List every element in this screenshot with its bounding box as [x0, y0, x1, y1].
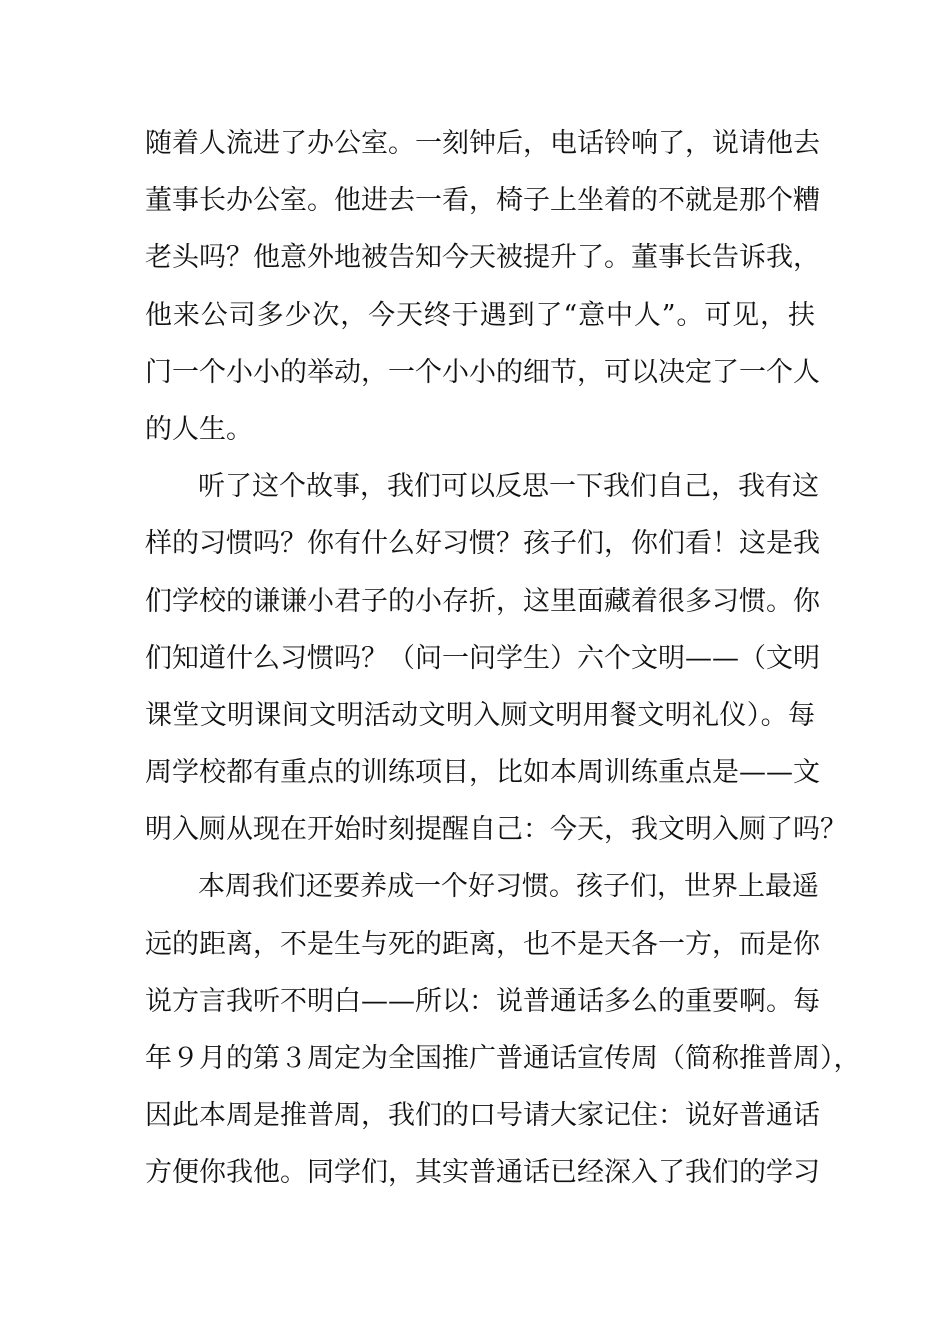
text-line: 董事长办公室。他进去一看，椅子上坐着的不就是那个糟 [145, 185, 820, 217]
text-line: 们知道什么习惯吗？（问一问学生）六个文明——（文明 [145, 642, 820, 674]
text-line: 他来公司多少次，今天终于遇到了“意中人”。可见，扶 [145, 299, 815, 331]
text-line: 说方言我听不明白——所以：说普通话多么的重要啊。每 [145, 985, 820, 1017]
text-line: 门一个小小的举动，一个小小的细节，可以决定了一个人 [145, 356, 820, 388]
text-line: 明入厕从现在开始时刻提醒自己：今天，我文明入厕了吗？ [145, 814, 847, 846]
text-line: 因此本周是推普周，我们的口号请大家记住：说好普通话 [145, 1100, 820, 1132]
text-line: 远的距离，不是生与死的距离，也不是天各一方，而是你 [145, 928, 820, 960]
paragraph-first-line: 听了这个故事，我们可以反思一下我们自己，我有这 [198, 471, 819, 503]
text-line: 课堂文明课间文明活动文明入厕文明用餐文明礼仪）。每 [145, 699, 815, 731]
text-line: 随着人流进了办公室。一刻钟后，电话铃响了，说请他去 [145, 128, 820, 159]
text-line: 老头吗？他意外地被告知今天被提升了。董事长告诉我， [145, 242, 820, 274]
text-line: 周学校都有重点的训练项目，比如本周训练重点是——文 [145, 757, 820, 789]
text-line: 样的习惯吗？你有什么好习惯？孩子们，你们看！这是我 [145, 528, 820, 560]
text-line: 们学校的谦谦小君子的小存折，这里面藏着很多习惯。你 [145, 585, 820, 617]
text-line: 的人生。 [145, 413, 253, 445]
body-text [145, 115, 861, 1202]
paragraph-first-line: 本周我们还要养成一个好习惯。孩子们，世界上最遥 [198, 871, 819, 903]
text-line: 年９月的第３周定为全国推广普通话宣传周（简称推普周）， [145, 1043, 861, 1074]
text-line: 方便你我他。同学们，其实普通话已经深入了我们的学习 [145, 1157, 820, 1189]
